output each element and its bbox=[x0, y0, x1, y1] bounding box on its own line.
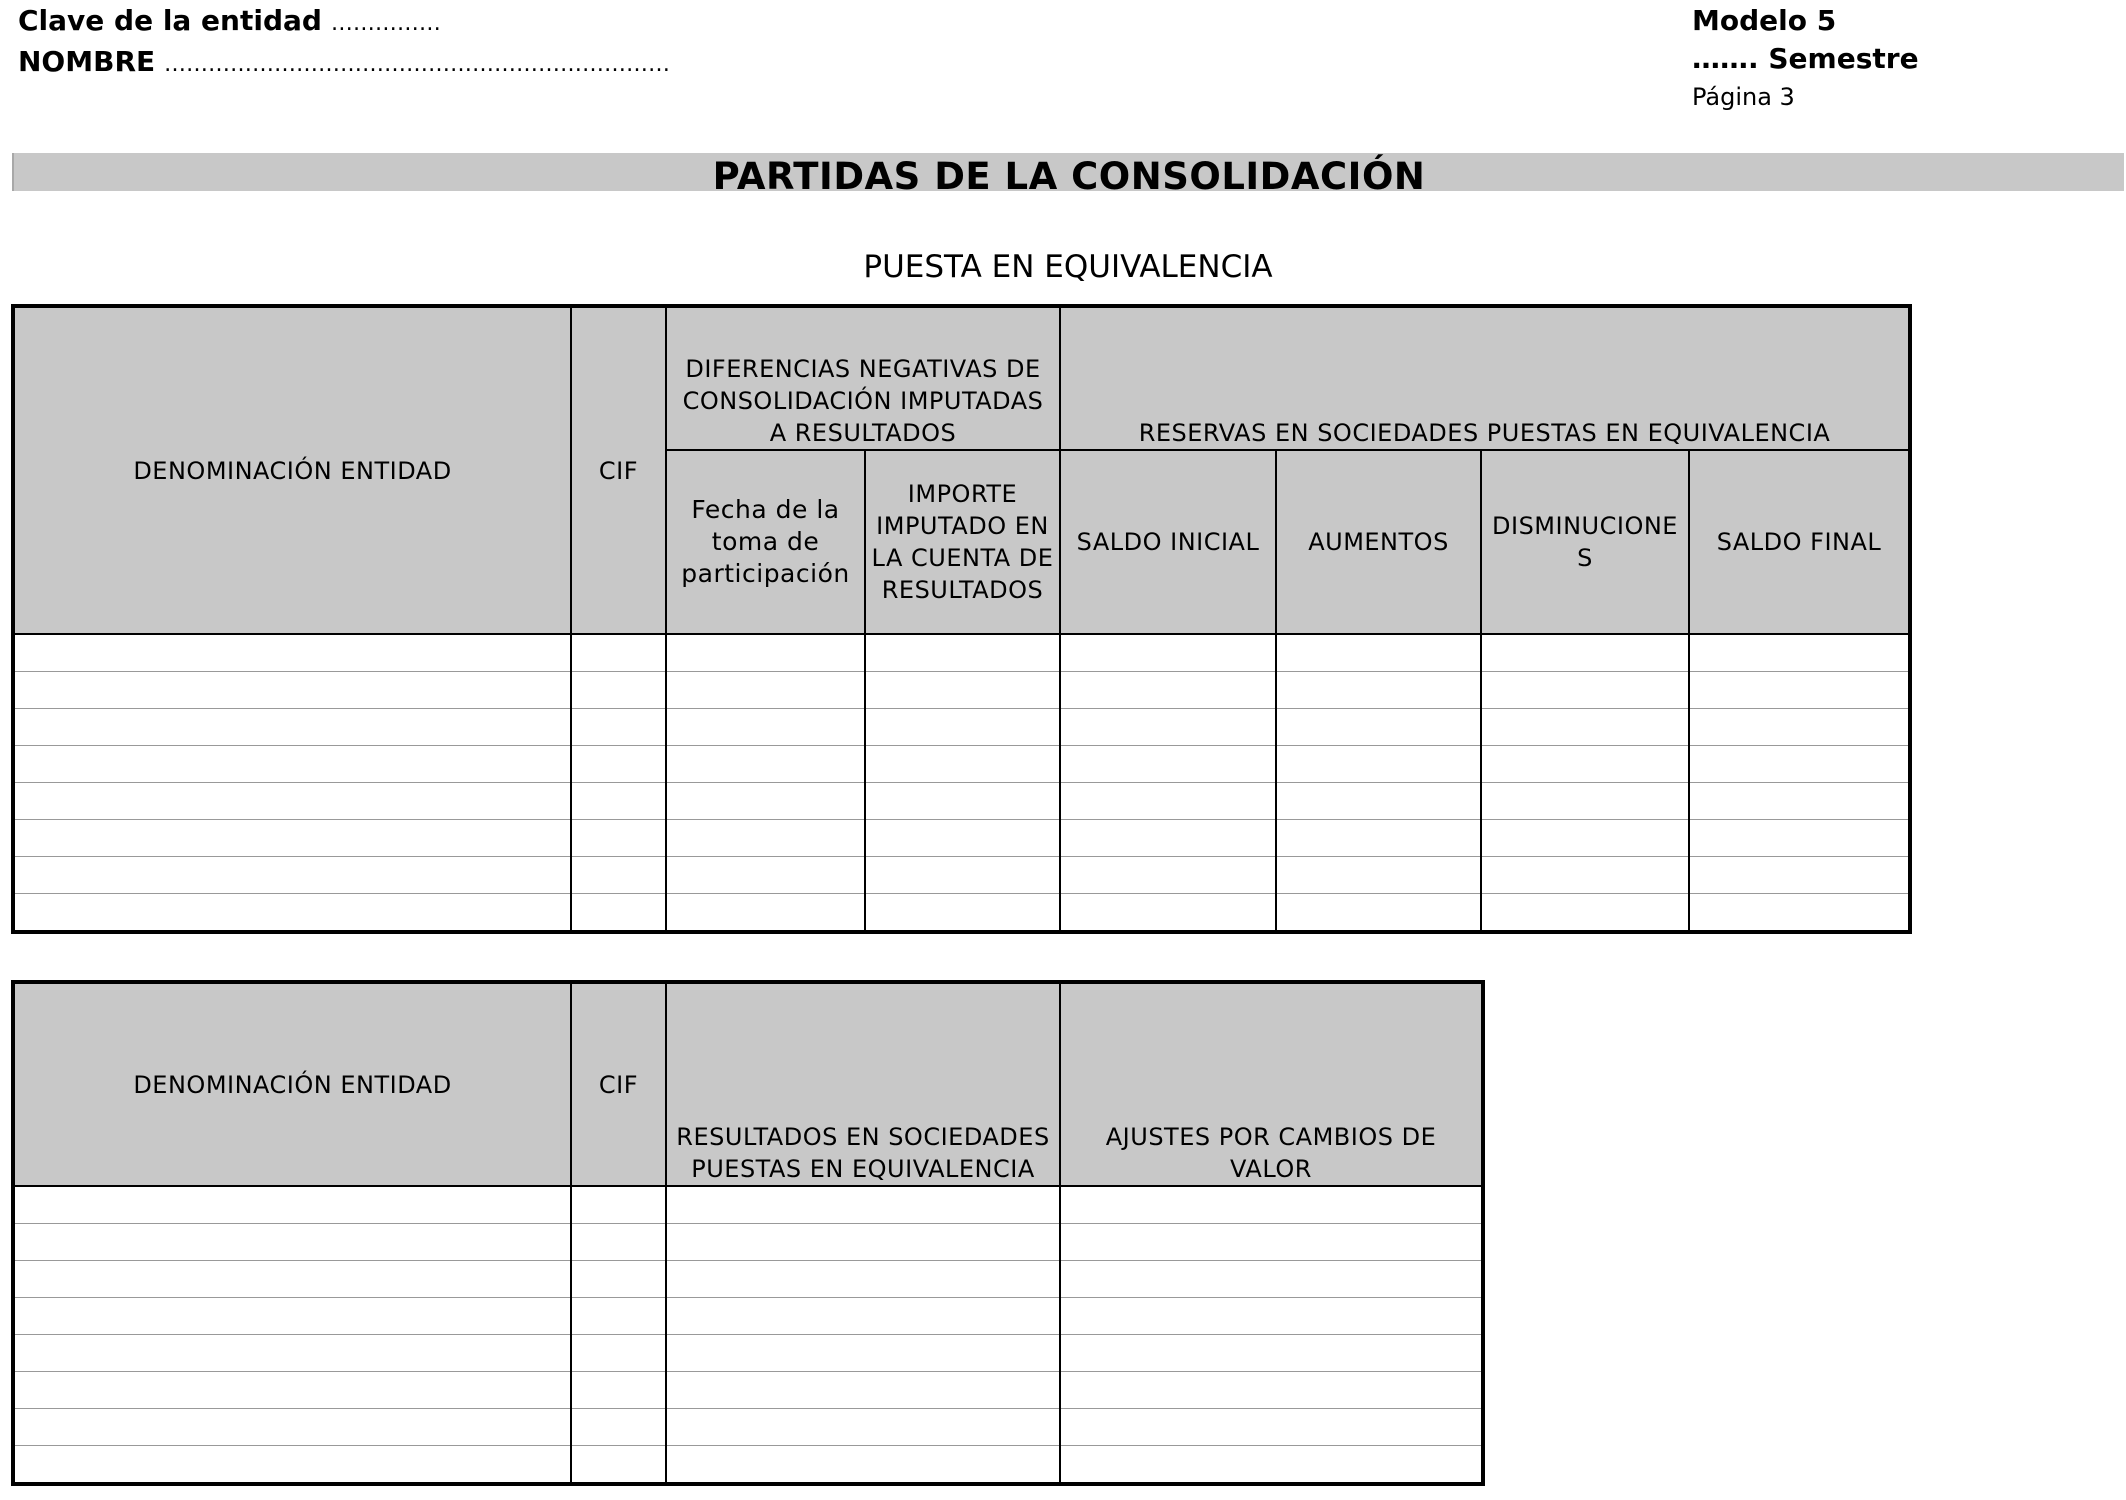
page-number: Página 3 bbox=[1692, 83, 1795, 111]
table-row bbox=[13, 746, 1910, 783]
col-resultados-sociedades: RESULTADOS EN SOCIEDADES PUESTAS EN EQUIVALENCIA bbox=[666, 982, 1060, 1186]
col-denominacion-entidad: DENOMINACIÓN ENTIDAD bbox=[13, 982, 571, 1186]
modelo-label: Modelo 5 bbox=[1692, 4, 1837, 37]
semestre-label: ……. Semestre bbox=[1692, 42, 1919, 75]
col-group-diferencias-negativas: DIFERENCIAS NEGATIVAS DE CONSOLIDACIÓN IMPUTADAS A RESULTADOS bbox=[666, 306, 1060, 450]
table-row bbox=[13, 1446, 1483, 1485]
table-row bbox=[13, 783, 1910, 820]
table-row bbox=[13, 1261, 1483, 1298]
col-saldo-final: SALDO FINAL bbox=[1689, 450, 1910, 634]
table-row bbox=[13, 1372, 1483, 1409]
equity-results-table bbox=[11, 980, 1485, 1486]
table-row bbox=[13, 1224, 1483, 1261]
col-ajustes-cambios-valor: AJUSTES POR CAMBIOS DE VALOR bbox=[1060, 982, 1483, 1186]
nombre-label: NOMBRE bbox=[18, 45, 156, 78]
col-disminuciones: DISMINUCIONES bbox=[1481, 450, 1689, 634]
equity-method-table bbox=[11, 304, 1912, 934]
clave-field[interactable]: …………… bbox=[330, 11, 441, 36]
table-row bbox=[13, 1298, 1483, 1335]
section-subtitle: PUESTA EN EQUIVALENCIA bbox=[863, 249, 1273, 285]
clave-line bbox=[18, 2, 670, 43]
col-fecha-toma-participacion: Fecha de la toma de participación bbox=[666, 450, 865, 634]
table-row bbox=[13, 894, 1910, 933]
col-denominacion-entidad: DENOMINACIÓN ENTIDAD bbox=[13, 306, 571, 634]
table-row bbox=[13, 1335, 1483, 1372]
entity-header bbox=[18, 2, 670, 84]
title-banner bbox=[12, 153, 2124, 191]
nombre-field[interactable]: …………………………………………………………… bbox=[164, 52, 671, 77]
table-row bbox=[13, 672, 1910, 709]
table-row bbox=[13, 634, 1910, 672]
model-header bbox=[1692, 2, 1919, 116]
col-importe-imputado: IMPORTE IMPUTADO EN LA CUENTA DE RESULTADOS bbox=[865, 450, 1060, 634]
col-cif: CIF bbox=[571, 306, 666, 634]
col-aumentos: AUMENTOS bbox=[1276, 450, 1481, 634]
clave-label: Clave de la entidad bbox=[18, 4, 322, 37]
table-row bbox=[13, 709, 1910, 746]
table-row bbox=[13, 820, 1910, 857]
table-row bbox=[13, 857, 1910, 894]
table-row bbox=[13, 1409, 1483, 1446]
page-title: PARTIDAS DE LA CONSOLIDACIÓN bbox=[712, 155, 1426, 191]
col-group-reservas: RESERVAS EN SOCIEDADES PUESTAS EN EQUIVALENCIA bbox=[1060, 306, 1910, 450]
col-cif: CIF bbox=[571, 982, 666, 1186]
table-row bbox=[13, 1186, 1483, 1224]
col-saldo-inicial: SALDO INICIAL bbox=[1060, 450, 1276, 634]
nombre-line bbox=[18, 43, 670, 84]
